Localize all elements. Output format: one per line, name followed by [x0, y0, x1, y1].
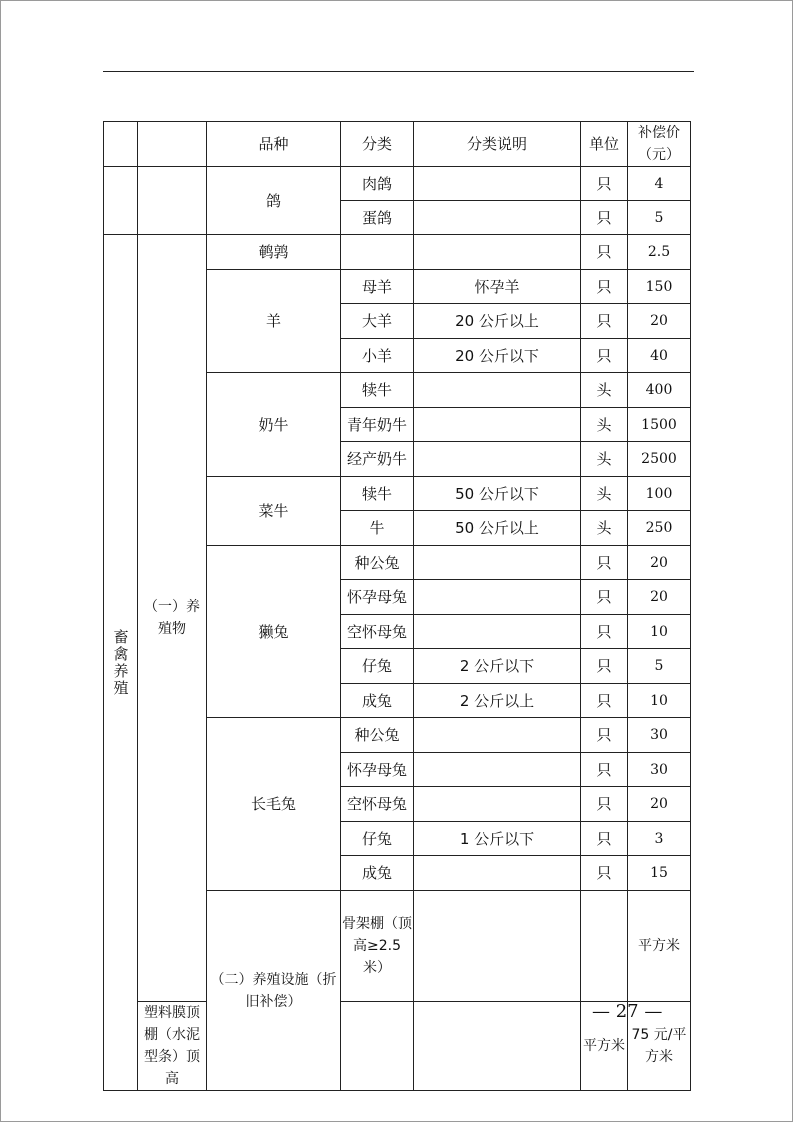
variety-cell: 鹌鹑: [207, 235, 341, 270]
unit-cell: 只: [581, 339, 628, 373]
unit-cell: 只: [581, 615, 628, 649]
price-cell: 5: [628, 201, 691, 235]
desc-cell: [414, 167, 581, 201]
variety-cell: 菜牛: [207, 477, 341, 546]
unit-cell: 平方米: [581, 1002, 628, 1091]
unit-cell: 只: [581, 718, 628, 753]
unit-cell: 只: [581, 580, 628, 615]
desc-cell: [414, 201, 581, 235]
unit-cell: 只: [581, 822, 628, 856]
desc-cell: [414, 442, 581, 477]
desc-cell: 50 公斤以上: [414, 511, 581, 546]
variety-cell: 獭兔: [207, 546, 341, 718]
variety-cell: 奶牛: [207, 373, 341, 477]
unit-cell: 头: [581, 511, 628, 546]
blank-cell: [138, 167, 207, 235]
category-cell: 空怀母兔: [341, 615, 414, 649]
compensation-table: [103, 121, 691, 1091]
desc-cell: 2 公斤以下: [414, 649, 581, 684]
category-cell: 经产奶牛: [341, 442, 414, 477]
variety-cell: 长毛兔: [207, 718, 341, 891]
unit-cell: 头: [581, 477, 628, 511]
header-rule: [103, 71, 694, 72]
price-cell: 1500: [628, 408, 691, 442]
desc-cell: [414, 615, 581, 649]
desc-cell: [414, 546, 581, 580]
desc-cell: 2 公斤以上: [414, 684, 581, 718]
desc-cell: [414, 856, 581, 891]
category-cell: 牛: [341, 511, 414, 546]
unit-cell: 只: [581, 235, 628, 270]
unit-cell: 只: [581, 167, 628, 201]
category-cell: 仔兔: [341, 649, 414, 684]
header-desc: 分类说明: [414, 122, 581, 167]
unit-cell: 只: [581, 856, 628, 891]
unit-cell: 只: [581, 787, 628, 822]
price-cell: 100: [628, 477, 691, 511]
price-cell: 20: [628, 546, 691, 580]
category-cell: [341, 1002, 414, 1091]
price-cell: 30: [628, 753, 691, 787]
price-cell: 10: [628, 684, 691, 718]
unit-cell: 只: [581, 546, 628, 580]
category-cell: 种公兔: [341, 546, 414, 580]
desc-cell: 1 公斤以下: [414, 822, 581, 856]
table-row: [104, 235, 691, 270]
category-cell: 犊牛: [341, 373, 414, 408]
header-blank-1: [104, 122, 138, 167]
price-cell: 40: [628, 339, 691, 373]
category-cell: 空怀母兔: [341, 787, 414, 822]
category-cell: 蛋鸽: [341, 201, 414, 235]
price-cell: 20: [628, 304, 691, 339]
category-cell: [341, 235, 414, 270]
price-cell: 20: [628, 787, 691, 822]
price-cell: 2.5: [628, 235, 691, 270]
unit-cell: 头: [581, 408, 628, 442]
price-cell: 150: [628, 270, 691, 304]
page-number: — 27 —: [592, 1001, 663, 1022]
unit-cell: 头: [581, 442, 628, 477]
desc-cell: [414, 718, 581, 753]
unit-cell: 平方米: [628, 891, 691, 1002]
unit-cell: 只: [581, 753, 628, 787]
variety-cell: 骨架棚（顶高≥2.5 米）: [341, 891, 414, 1002]
category-cell: 种公兔: [341, 718, 414, 753]
desc-cell: 20 公斤以下: [414, 339, 581, 373]
unit-cell: 只: [581, 270, 628, 304]
subsection-title: （二）养殖设施（折旧补偿）: [207, 891, 341, 1091]
price-cell: 20: [628, 580, 691, 615]
unit-cell: 只: [581, 684, 628, 718]
blank-cell: [104, 167, 138, 235]
unit-cell: 只: [581, 304, 628, 339]
category-cell: 成兔: [341, 856, 414, 891]
category-cell: 成兔: [341, 684, 414, 718]
header-unit: 单位: [581, 122, 628, 167]
unit-cell: 只: [581, 649, 628, 684]
header-row: [104, 122, 691, 167]
desc-cell: [414, 235, 581, 270]
price-cell: 400: [628, 373, 691, 408]
category-cell: 小羊: [341, 339, 414, 373]
variety-cell: 塑料膜顶棚（水泥型条）顶高: [138, 1002, 207, 1091]
subsection-title: （一）养殖物: [138, 235, 207, 1002]
category-cell: 大羊: [341, 304, 414, 339]
unit-cell: 只: [581, 201, 628, 235]
price-cell: 30: [628, 718, 691, 753]
desc-cell: [414, 408, 581, 442]
category-cell: 母羊: [341, 270, 414, 304]
desc-cell: [414, 787, 581, 822]
category-cell: 怀孕母兔: [341, 580, 414, 615]
header-category: 分类: [341, 122, 414, 167]
category-cell: 怀孕母兔: [341, 753, 414, 787]
desc-cell: 怀孕羊: [414, 270, 581, 304]
price-cell: 75 元/平方米: [628, 1002, 691, 1091]
category-cell: 仔兔: [341, 822, 414, 856]
section-title: 畜禽养殖: [104, 235, 138, 1091]
category-cell: 肉鸽: [341, 167, 414, 201]
price-cell: 250: [628, 511, 691, 546]
category-cell: 犊牛: [341, 477, 414, 511]
price-cell: 10: [628, 615, 691, 649]
category-cell: 青年奶牛: [341, 408, 414, 442]
desc-cell: 20 公斤以上: [414, 304, 581, 339]
price-cell: 2500: [628, 442, 691, 477]
desc-cell: [414, 753, 581, 787]
variety-cell: 羊: [207, 270, 341, 373]
price-cell: 3: [628, 822, 691, 856]
price-cell: 4: [628, 167, 691, 201]
desc-cell: 50 公斤以下: [414, 477, 581, 511]
variety-cell: 鸽: [207, 167, 341, 235]
desc-cell: [414, 580, 581, 615]
unit-cell: 头: [581, 373, 628, 408]
table-row: [104, 167, 691, 201]
header-blank-2: [138, 122, 207, 167]
price-cell: 15: [628, 856, 691, 891]
price-cell: 5: [628, 649, 691, 684]
desc-cell: [581, 891, 628, 1002]
category-cell: [414, 891, 581, 1002]
desc-cell: [414, 1002, 581, 1091]
header-variety: 品种: [207, 122, 341, 167]
desc-cell: [414, 373, 581, 408]
header-price: 补偿价（元）: [628, 122, 691, 167]
